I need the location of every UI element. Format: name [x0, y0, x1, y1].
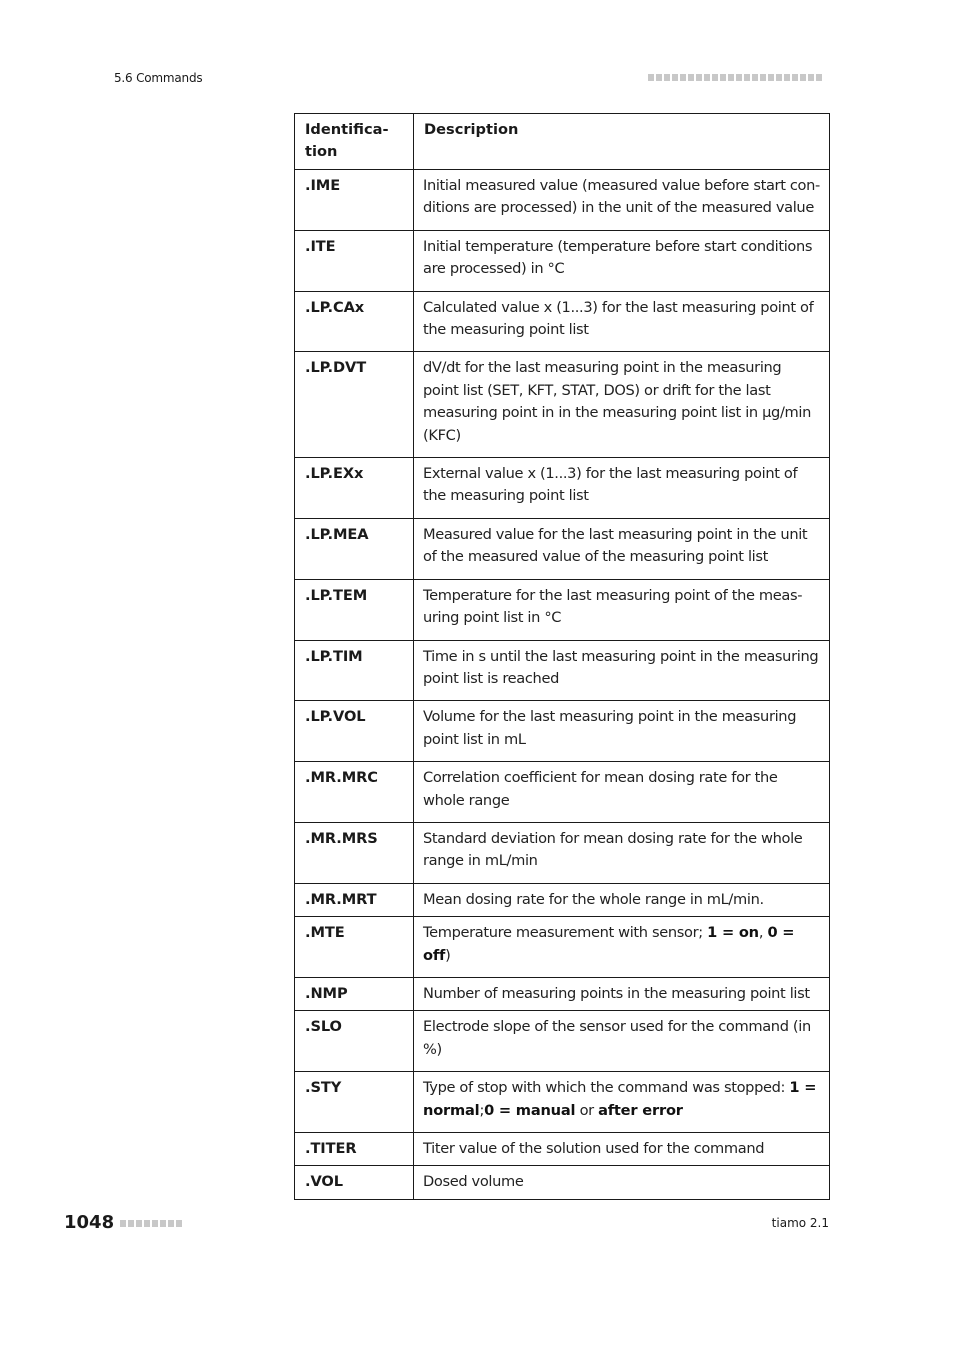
row-identification: .VOL	[295, 1166, 414, 1199]
table-row	[295, 170, 830, 231]
product-name: tiamo 2.1	[771, 1216, 829, 1230]
table-row	[295, 701, 830, 762]
row-identification: .MTE	[295, 917, 414, 978]
table-row	[295, 352, 830, 458]
footer-decoration-squares	[120, 1220, 182, 1227]
row-description: Electrode slope of the sensor used for the command (in %)	[414, 1011, 830, 1072]
table-row	[295, 1011, 830, 1072]
row-description: Volume for the last measuring point in the measuring point list in mL	[414, 701, 830, 762]
table-row	[295, 917, 830, 978]
row-description: Time in s until the last measuring point in the measuring point list is reached	[414, 640, 830, 701]
variables-table	[294, 113, 830, 1200]
table-row	[295, 883, 830, 916]
row-description: Mean dosing rate for the whole range in mL/min.	[414, 883, 830, 916]
desc-text: )	[445, 946, 451, 964]
row-identification: .SLO	[295, 1011, 414, 1072]
header-decoration-squares	[648, 74, 829, 81]
row-description: Correlation coefficient for mean dosing rate for the whole range	[414, 762, 830, 823]
row-description: Calculated value x (1...3) for the last measuring point of the measuring point list	[414, 291, 830, 352]
row-identification: .ITE	[295, 230, 414, 291]
desc-text: or	[575, 1101, 599, 1119]
row-description: dV/dt for the last measuring point in the measuring point list (SET, KFT, STAT, DOS) or drift for the last measuring point in in the measuring point list in µg/min (KFC)	[414, 352, 830, 458]
desc-bold-normal: 1 = normal	[423, 1079, 817, 1119]
table-row	[295, 1072, 830, 1133]
table-row	[295, 458, 830, 519]
table-header-row	[295, 114, 830, 170]
row-identification: .IME	[295, 170, 414, 231]
row-identification: .LP.EXx	[295, 458, 414, 519]
desc-text: ;	[479, 1101, 485, 1119]
table-row	[295, 640, 830, 701]
row-identification: .MR.MRT	[295, 883, 414, 916]
row-description: Measured value for the last measuring point in the unit of the measured value of the measuring point list	[414, 518, 830, 579]
row-identification: .TITER	[295, 1133, 414, 1166]
row-description: Initial measured value (measured value before start con-ditions are processed) in the unit of the measured value	[414, 170, 830, 231]
row-description: Dosed volume	[414, 1166, 830, 1199]
desc-bold-on: 1 = on	[707, 924, 759, 942]
column-header-description: Description	[414, 114, 830, 170]
row-identification: .LP.CAx	[295, 291, 414, 352]
table-row	[295, 579, 830, 640]
column-header-identification: Identifica- tion	[295, 114, 414, 170]
row-identification: .LP.VOL	[295, 701, 414, 762]
table-row	[295, 822, 830, 883]
row-identification: .LP.TEM	[295, 579, 414, 640]
row-description: External value x (1...3) for the last measuring point of the measuring point list	[414, 458, 830, 519]
desc-bold-manual: 0 = manual	[484, 1101, 576, 1119]
row-identification: .STY	[295, 1072, 414, 1133]
row-description: Number of measuring points in the measuring point list	[414, 977, 830, 1010]
table-row	[295, 230, 830, 291]
row-identification: .LP.MEA	[295, 518, 414, 579]
desc-text: Temperature measurement with sensor;	[423, 924, 708, 942]
desc-text: Type of stop with which the command was stopped:	[423, 1079, 790, 1097]
table-row	[295, 1133, 830, 1166]
row-identification: .NMP	[295, 977, 414, 1010]
row-description: Standard deviation for mean dosing rate for the whole range in mL/min	[414, 822, 830, 883]
row-description: Titer value of the solution used for the command	[414, 1133, 830, 1166]
table-row	[295, 977, 830, 1010]
desc-bold-after-error: after error	[598, 1101, 683, 1119]
table-row	[295, 518, 830, 579]
row-description	[414, 917, 830, 978]
row-identification: .MR.MRC	[295, 762, 414, 823]
desc-text: ,	[758, 924, 768, 942]
row-description: Temperature for the last measuring point of the meas-uring point list in °C	[414, 579, 830, 640]
row-description	[414, 1072, 830, 1133]
row-description: Initial temperature (temperature before start conditions are processed) in °C	[414, 230, 830, 291]
table-row	[295, 762, 830, 823]
table-row	[295, 291, 830, 352]
table-row	[295, 1166, 830, 1199]
running-header-section: 5.6 Commands	[114, 71, 203, 85]
row-identification: .LP.DVT	[295, 352, 414, 458]
row-identification: .MR.MRS	[295, 822, 414, 883]
row-identification: .LP.TIM	[295, 640, 414, 701]
desc-bold-off: 0 = off	[423, 924, 795, 964]
page-number: 1048	[64, 1212, 115, 1233]
